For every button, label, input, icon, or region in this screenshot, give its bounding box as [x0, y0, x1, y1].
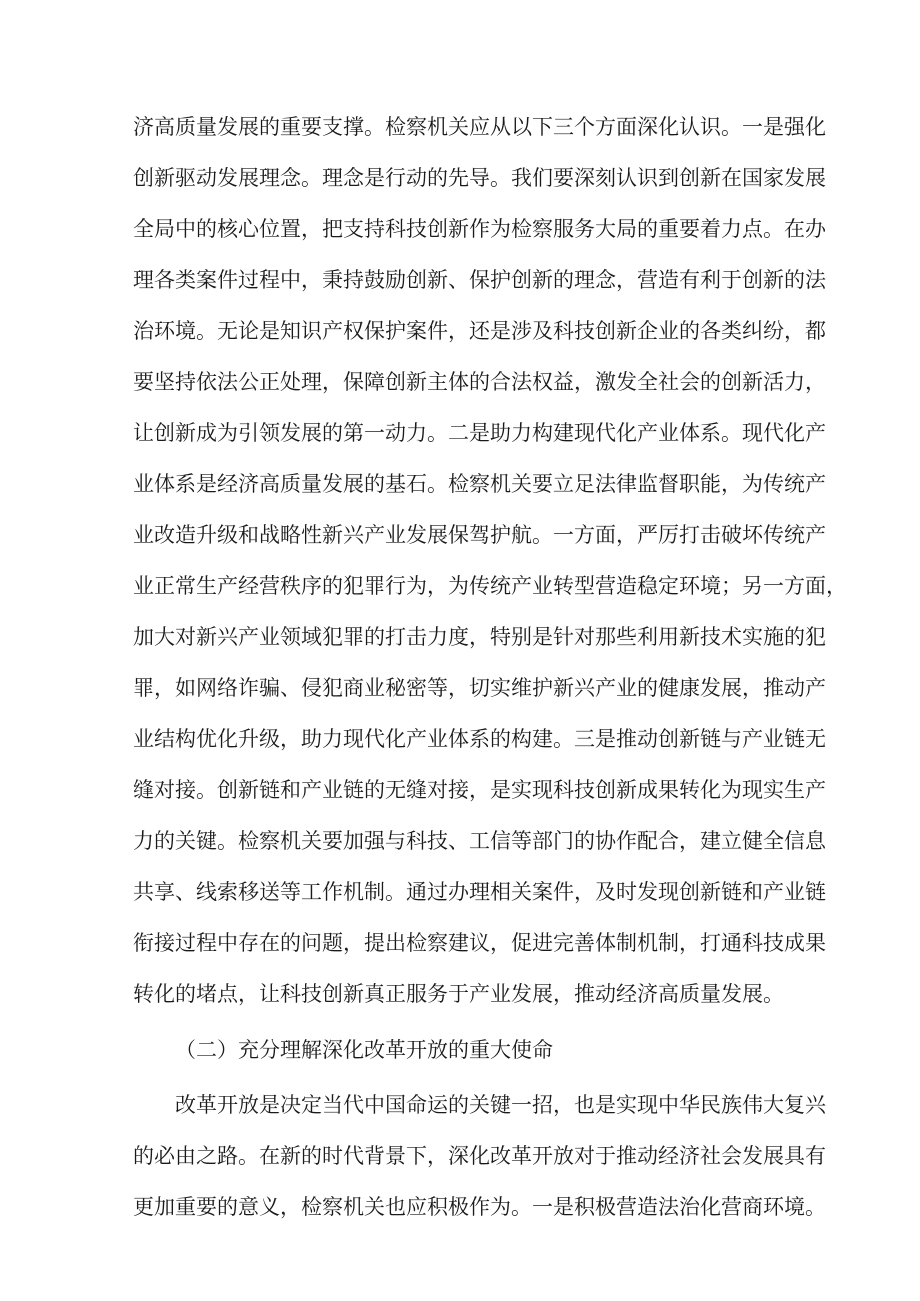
paragraph-line: 改革开放是决定当代中国命运的关键一招，也是实现中华民族伟大复兴 — [175, 1093, 826, 1117]
paragraph-line: 济高质量发展的重要支撑。检察机关应从以下三个方面深化认识。一是强化 — [133, 115, 826, 139]
paragraph-line: 衔接过程中存在的问题，提出检察建议，促进完善体制机制，打通科技成果 — [133, 931, 826, 955]
paragraph-line: 加大对新兴产业领域犯罪的打击力度，特别是针对那些利用新技术实施的犯 — [133, 625, 826, 649]
paragraph-line: 的必由之路。在新的时代背景下，深化改革开放对于推动经济社会发展具有 — [133, 1144, 826, 1168]
paragraph-line: 业改造升级和战略性新兴产业发展保驾护航。一方面，严厉打击破坏传统产 — [133, 523, 826, 547]
paragraph-line: 理各类案件过程中，秉持鼓励创新、保护创新的理念，营造有利于创新的法 — [133, 268, 826, 292]
paragraph-line: 业体系是经济高质量发展的基石。检察机关要立足法律监督职能，为传统产 — [133, 472, 826, 496]
paragraph-line: 缝对接。创新链和产业链的无缝对接，是实现科技创新成果转化为现实生产 — [133, 778, 826, 802]
paragraph-line: 更加重要的意义，检察机关也应积极作为。一是积极营造法治化营商环境。 — [133, 1195, 826, 1219]
paragraph-line: 业正常生产经营秩序的犯罪行为，为传统产业转型营造稳定环境；另一方面， — [133, 574, 847, 598]
paragraph-line: 罪，如网络诈骗、侵犯商业秘密等，切实维护新兴产业的健康发展，推动产 — [133, 676, 826, 700]
paragraph-line: 共享、线索移送等工作机制。通过办理相关案件，及时发现创新链和产业链 — [133, 880, 826, 904]
paragraph-line: 让创新成为引领发展的第一动力。二是助力构建现代化产业体系。现代化产 — [133, 421, 826, 445]
paragraph-line: 转化的堵点，让科技创新真正服务于产业发展，推动经济高质量发展。 — [133, 982, 784, 1006]
paragraph-line: 治环境。无论是知识产权保护案件，还是涉及科技创新企业的各类纠纷，都 — [133, 319, 826, 343]
paragraph-line: 创新驱动发展理念。理念是行动的先导。我们要深刻认识到创新在国家发展 — [133, 166, 826, 190]
paragraph-line: 要坚持依法公正处理，保障创新主体的合法权益，激发全社会的创新活力， — [133, 370, 826, 394]
section-heading: （二）充分理解深化改革开放的重大使命 — [175, 1038, 553, 1062]
paragraph-line: 业结构优化升级，助力现代化产业体系的构建。三是推动创新链与产业链无 — [133, 727, 826, 751]
paragraph-line: 力的关键。检察机关要加强与科技、工信等部门的协作配合，建立健全信息 — [133, 829, 826, 853]
paragraph-line: 全局中的核心位置，把支持科技创新作为检察服务大局的重要着力点。在办 — [133, 217, 826, 241]
